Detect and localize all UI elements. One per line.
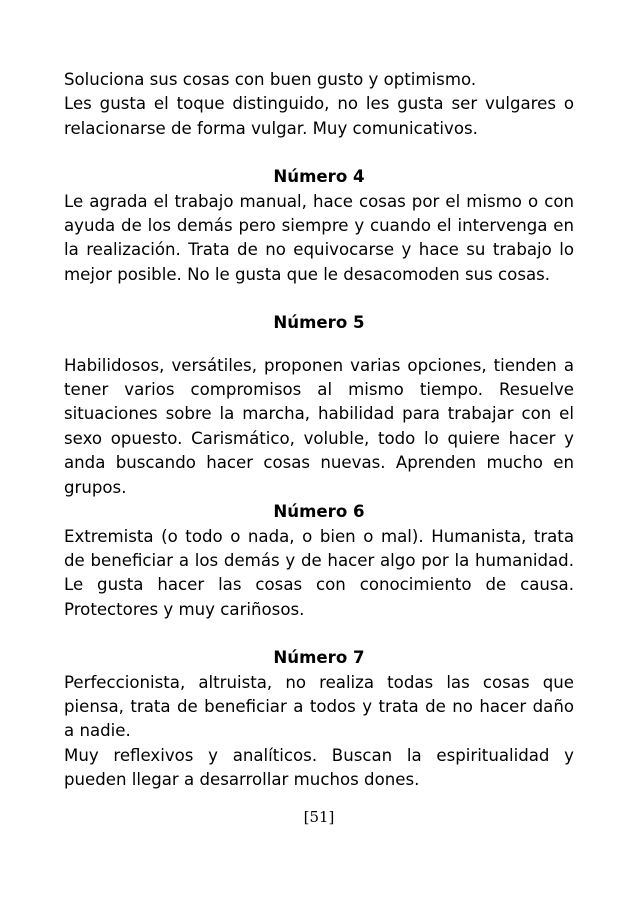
- page-number: [51]: [303, 808, 335, 826]
- intro-paragraph: Les gusta el toque distinguido, no les gusta ser vulgares o relacionarse de forma vulgar. Muy comunicativos.: [64, 94, 574, 138]
- section-paragraph-6: Extremista (o todo o nada, o bien o mal). Humanista, trata de beneficiar a los demás y de hacer algo por la humanidad. Le gusta hacer las cosas con conocimiento de causa. Protectores y muy cariñosos.: [64, 526, 574, 619]
- section-paragraph-7a: Perfeccionista, altruista, no realiza todas las cosas que piensa, trata de beneficiar a todos y trata de no hacer daño a nadie.: [64, 672, 574, 741]
- section-heading-5: Número 5: [273, 313, 365, 333]
- page-body: [64, 68, 574, 793]
- section-paragraph-7b: Muy reflexivos y analíticos. Buscan la espiritualidad y pueden llegar a desarrollar muchos dones.: [64, 745, 574, 790]
- section-heading-7: Número 7: [273, 648, 365, 668]
- section-paragraph-4: Le agrada el trabajo manual, hace cosas por el mismo o con ayuda de los demás pero siempre y cuando el intervenga en la realización. Trata de no equivocarse y hace su trabajo lo mejor posible. No le gusta que le desacomoden sus cosas.: [64, 191, 574, 284]
- section-heading-4: Número 4: [273, 167, 365, 187]
- intro-line: Soluciona sus cosas con buen gusto y optimismo.: [64, 70, 477, 89]
- section-paragraph-5: Habilidosos, versátiles, proponen varias opciones, tienden a tener varios compromisos al mismo tiempo. Resuelve situaciones sobre la marcha, habilidad para trabajar con el sexo opuesto. Carismático, voluble, todo lo quiere hacer y anda buscando hacer cosas nuevas. Aprenden mucho en grupos.: [64, 355, 574, 497]
- section-heading-6: Número 6: [273, 502, 365, 522]
